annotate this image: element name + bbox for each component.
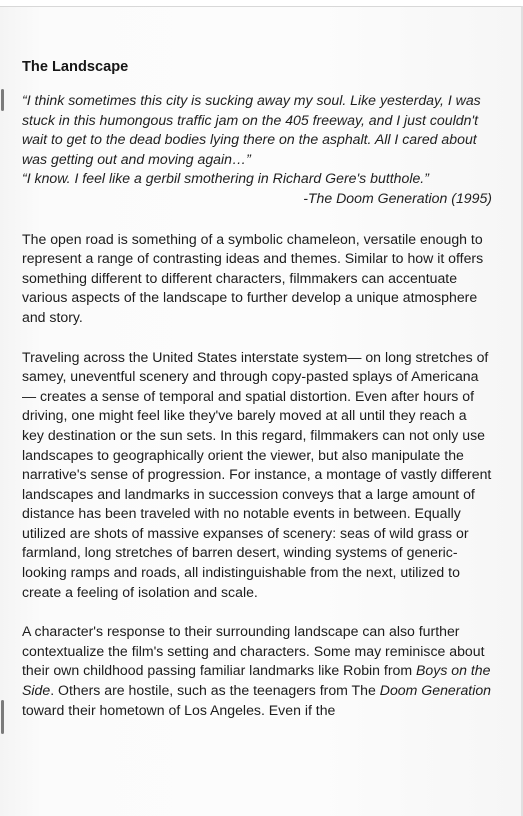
binding-mark-bottom bbox=[1, 700, 4, 734]
document-content bbox=[22, 58, 492, 740]
epigraph-attribution: -The Doom Generation (1995) bbox=[303, 189, 492, 206]
paragraph-3-text-a: A character's response to their surrounding landscape can also further contextualize the film's setting and characters. Some may reminisce about their own childhood passing familiar landmarks like Robin from bbox=[22, 623, 485, 679]
epigraph-quote-1: “I think sometimes this city is sucking away my soul. Like yesterday, I was stuck in this humongous traffic jam on the 405 freeway, and I just couldn't wait to get to the dead bodies lying there on the asphalt. All I cared about was getting out and moving again…” bbox=[22, 92, 481, 167]
epigraph-quote-2: “I know. I feel like a gerbil smothering in Richard Gere's butthole.” bbox=[22, 170, 429, 187]
paragraph-3-text-c: toward their hometown of Los Angeles. Even if the bbox=[22, 701, 336, 718]
section-heading: The Landscape bbox=[22, 59, 129, 75]
body-paragraph-3 bbox=[22, 622, 492, 720]
binding-mark-top bbox=[1, 89, 4, 111]
film-title-boys-on-the-side: Boys on the Side bbox=[22, 662, 491, 699]
body-paragraph-2: Traveling across the United States interstate system— on long stretches of samey, uneventful scenery and through copy-pasted splays of Americana— creates a sense of temporal and spatial distortion. Even after hours of driving, one might feel like they've barely moved at all until they reach a key destination or the sun sets. In this regard, filmmakers can not only use landscapes to geographically orient the viewer, but also manipulate the narrative's sense of progression. For instance, a montage of vastly different landscapes and landmarks in succession conveys that a large amount of distance has been traveled with no notable events in between. Equally utilized are shots of massive expanses of scenery: seas of wild grass or farmland, long stretches of barren desert, winding systems of generic-looking ramps and roads, all indistinguishable from the next, utilized to create a feeling of isolation and scale. bbox=[22, 348, 492, 600]
body-paragraph-1: The open road is something of a symbolic chameleon, versatile enough to represent a range of contrasting ideas and themes. Similar to how it offers something different to different characters, filmmakers can accentuate various aspects of the landscape to further develop a unique atmosphere and story. bbox=[22, 230, 484, 325]
paragraph-3-text-b: . Others are hostile, such as the teenagers from The bbox=[50, 682, 380, 699]
film-title-doom-generation: Doom Generation bbox=[379, 682, 492, 699]
